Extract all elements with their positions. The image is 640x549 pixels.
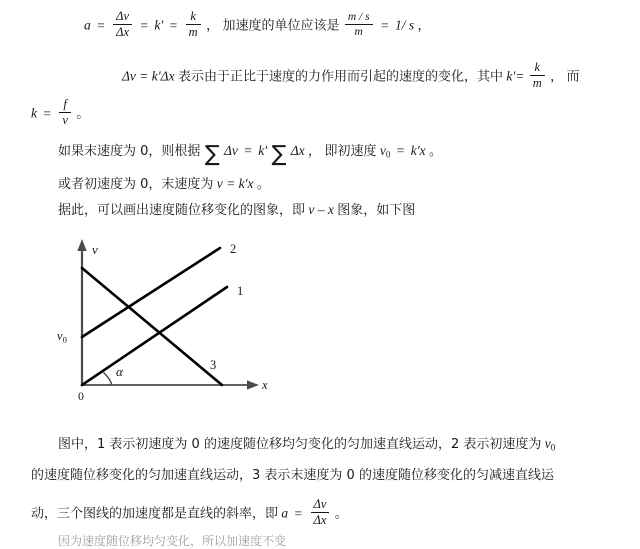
series-label-2: 2	[230, 242, 237, 256]
fraction-k-m	[530, 61, 545, 90]
text-initial-velocity: 即初速度	[324, 144, 377, 159]
series-line-2	[82, 248, 220, 337]
fraction-dv-dx	[311, 498, 330, 527]
fraction-ms-m	[345, 11, 373, 38]
fraction-f-v	[59, 98, 71, 127]
summation-icon-2: ∑	[271, 142, 287, 168]
comma-2: ，	[417, 18, 431, 34]
symbol-delta-x: Δx	[290, 143, 305, 158]
origin-label: 0	[78, 389, 84, 403]
comma-1: ，	[206, 18, 220, 34]
symbol-k-prime: k'	[154, 17, 164, 33]
symbol-k-prime-equals: k'=	[506, 68, 525, 84]
fraction-numerator: Δv	[113, 10, 132, 25]
text-unit-statement: 加速度的单位应该是	[222, 18, 340, 34]
text-figure-desc-1: 图中，1 表示初速度为 0 的速度随位移均匀变化的匀加速直线运动，2 表示初速度为	[58, 437, 542, 452]
fraction-numerator: k	[186, 10, 201, 25]
series-line-3	[82, 268, 222, 385]
formula-v-equals-kx: v = k'x	[216, 176, 254, 191]
fraction-k-m	[186, 10, 201, 39]
x-axis-arrowhead	[247, 380, 259, 389]
paragraph-initial-velocity-zero	[58, 177, 270, 191]
equals-2: =	[140, 17, 149, 33]
comma: ，	[550, 69, 564, 85]
fraction-dv-dx	[113, 10, 132, 39]
fraction-denominator: Δx	[313, 513, 327, 528]
equals: =	[43, 105, 51, 121]
symbol-v0: $v_0$	[379, 143, 391, 160]
v0-axis-tick-label: $v_0$	[57, 329, 67, 345]
fraction-denominator: m	[532, 76, 542, 91]
symbol-a: a	[281, 505, 289, 521]
text-if-final-velocity: 如果末速度为 0，则根据	[58, 144, 201, 159]
period: 。	[76, 106, 90, 122]
equals-3: =	[169, 17, 178, 33]
fraction-numerator: m / s	[345, 11, 373, 25]
series-label-1: 1	[237, 284, 244, 298]
unit-result: 1/ s	[394, 17, 415, 33]
paragraph-final-velocity-zero	[58, 144, 442, 166]
x-axis-label: x	[262, 378, 268, 392]
text-figure-desc-3: 动，三个图线的加速度都是直线的斜率，即	[31, 506, 279, 522]
equals-4: =	[380, 17, 389, 33]
fraction-numerator: f	[59, 98, 71, 113]
symbol-k: k	[31, 105, 37, 121]
symbol-a: a	[84, 17, 91, 33]
vx-graph-svg	[40, 228, 340, 408]
paragraph-figure-explanation-1	[58, 437, 555, 453]
text-initial-velocity-zero: 或者初速度为 0，末速度为	[58, 177, 214, 192]
equals-1: =	[97, 17, 105, 33]
paragraph-figure-explanation-2	[31, 468, 554, 482]
series-label-3: 3	[210, 358, 217, 372]
expression-k-prime-x: k'x	[410, 143, 426, 158]
fraction-denominator: m	[188, 25, 198, 40]
y-axis-label: v	[92, 242, 98, 257]
formula-line-acceleration	[84, 8, 431, 41]
clipped-next-line	[0, 532, 640, 548]
text-graph-intro: 据此，可以画出速度随位移变化的图象，即	[58, 203, 306, 218]
fraction-denominator: m	[354, 26, 363, 39]
text-see-figure-below: 图象，如下图	[337, 203, 416, 218]
period: 。	[256, 177, 270, 192]
period: 。	[429, 144, 443, 159]
formula-line-k-equals	[31, 96, 90, 129]
symbol-v0: $v_0$	[544, 436, 556, 453]
y-axis-arrowhead	[77, 239, 86, 251]
symbol-delta-v: Δv	[223, 143, 238, 158]
text-force-velocity: 表示由于正比于速度的力作用而引起的速度的变化，其中	[177, 69, 503, 85]
symbol-k-prime: k'	[258, 143, 268, 158]
comma: ，	[308, 144, 322, 159]
text-tail: 而	[566, 69, 580, 85]
equals: =	[294, 505, 303, 521]
clipped-next-line-text: 因为速度随位移均匀变化，所以加速度不变	[58, 534, 287, 548]
period: 。	[334, 506, 348, 522]
fraction-numerator: Δv	[311, 498, 330, 513]
paragraph-graph-intro	[58, 203, 415, 217]
alpha-angle-label: α	[116, 364, 123, 379]
fraction-numerator: k	[530, 61, 545, 76]
formula-delta-v-eq: Δv = k'Δx	[122, 68, 175, 84]
alpha-angle-arc	[104, 373, 113, 386]
equals-2: =	[396, 143, 405, 158]
fraction-denominator: Δx	[116, 25, 130, 40]
fraction-denominator: v	[62, 113, 68, 128]
formula-v-minus-x: v – x	[308, 202, 334, 217]
text-figure-desc-2: 的速度随位移变化的匀加速直线运动，3 表示末速度为 0 的速度随位移变化的匀减速直线运	[31, 468, 554, 483]
vx-graph-figure	[40, 228, 340, 408]
paragraph-figure-explanation-3	[31, 496, 348, 529]
summation-icon-1: ∑	[204, 142, 220, 168]
equals-1: =	[244, 143, 252, 158]
formula-line-delta-v	[122, 59, 580, 92]
